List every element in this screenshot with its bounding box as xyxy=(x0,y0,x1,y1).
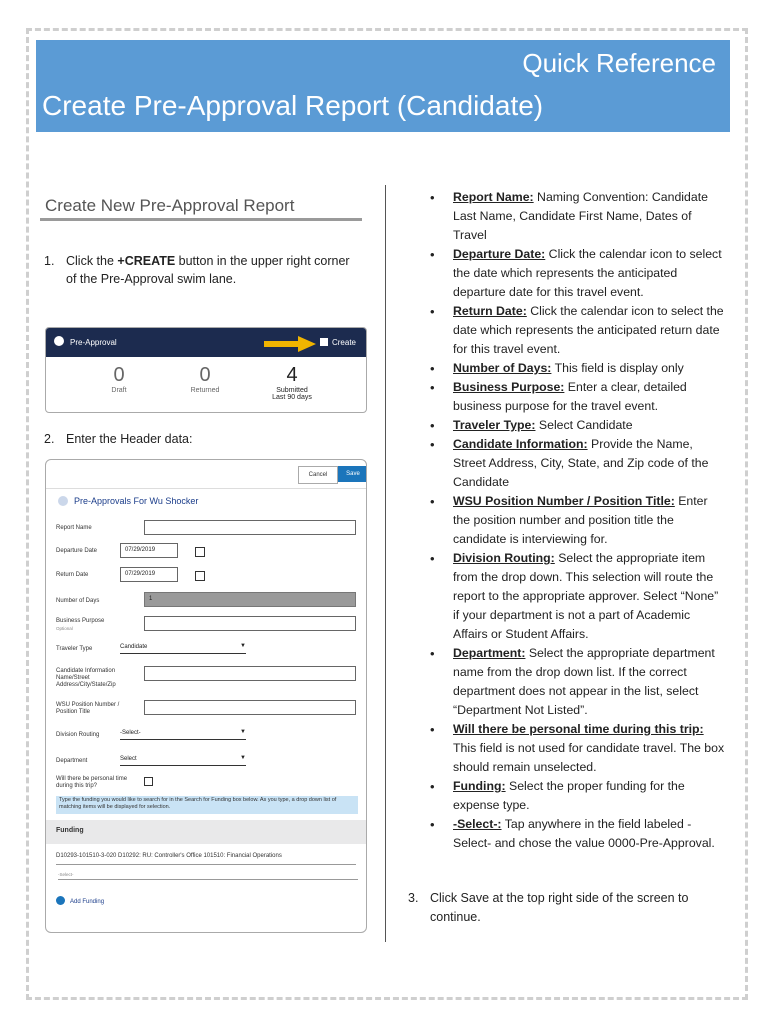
bullet-key: Business Purpose: xyxy=(453,380,565,394)
stat-draft-value: 0 xyxy=(113,364,125,386)
create-label: Create xyxy=(331,338,356,347)
division-routing-select[interactable] xyxy=(120,728,246,740)
bullet-text: This field is display only xyxy=(551,361,684,375)
check-circle-icon xyxy=(58,496,68,506)
stat-submitted[interactable] xyxy=(257,364,327,401)
bullet-text: This field is not used for candidate travel. The box should remain unselected. xyxy=(453,741,725,774)
personal-time-label xyxy=(56,776,127,790)
funding-value[interactable]: D10293-101510-3-020 D10292: RU: Controller's Office 101510: Financial Operations xyxy=(56,853,356,865)
bullet-text: Naming Convention: Candidate Last Name, Candidate First Name, Dates of Travel xyxy=(453,190,708,242)
calendar-icon[interactable] xyxy=(195,571,205,581)
column-divider xyxy=(385,185,386,942)
list-item xyxy=(426,549,726,644)
list-item xyxy=(426,492,726,549)
personal-time-line-2: during this trip? xyxy=(56,783,98,789)
bullet-key: -Select-: xyxy=(453,817,502,831)
candidate-info-line-1: Candidate Information xyxy=(56,668,116,674)
bullet-key: Number of Days: xyxy=(453,361,552,375)
page-title: Create Pre-Approval Report (Candidate) xyxy=(42,90,544,121)
stat-returned-value: 0 xyxy=(199,364,211,386)
bullet-key: Will there be personal time during this trip: xyxy=(453,722,704,736)
return-date-label: Return Date xyxy=(56,572,89,578)
caret-down-icon: ▼ xyxy=(240,643,246,649)
number-of-days-field: 1 xyxy=(144,592,356,607)
wsu-position-line-1: WSU Position Number / xyxy=(56,702,120,708)
candidate-info-line-2: Name/Street xyxy=(56,675,90,681)
bullet-key: Division Routing: xyxy=(453,551,555,565)
bullet-key: Departure Date: xyxy=(453,247,546,261)
bullet-key: Department: xyxy=(453,646,526,660)
bullet-key: Funding: xyxy=(453,779,506,793)
plus-circle-icon xyxy=(56,896,65,905)
wsu-position-input[interactable] xyxy=(144,700,356,715)
caret-down-icon: ▼ xyxy=(240,755,246,761)
bullet-text: Click the calendar icon to select the date which represents the anticipated return date for this travel event. xyxy=(453,304,724,356)
header-banner xyxy=(36,40,730,132)
create-button[interactable] xyxy=(320,338,356,347)
business-purpose-text: Business Purpose xyxy=(56,618,105,624)
cancel-button[interactable]: Cancel xyxy=(298,466,338,484)
traveler-type-select[interactable] xyxy=(120,642,246,654)
section-title: Create New Pre-Approval Report xyxy=(40,193,362,221)
business-purpose-label xyxy=(56,618,104,633)
plus-icon xyxy=(320,338,328,346)
list-item xyxy=(426,302,726,359)
list-item xyxy=(426,245,726,302)
caret-down-icon: ▼ xyxy=(240,729,246,735)
bullet-text: Select the appropriate item from the drop down. This selection will route the report to the appropriate approver. Select “None” if your department is not a part of Academic Affairs or Student Affairs. xyxy=(453,551,719,641)
pre-approval-bar xyxy=(46,328,366,357)
field-instructions-list xyxy=(426,188,726,853)
bullet-key: Return Date: xyxy=(453,304,527,318)
list-item xyxy=(426,378,726,416)
quick-reference-label: Quick Reference xyxy=(522,48,716,78)
stat-returned[interactable] xyxy=(170,364,240,394)
wsu-position-line-2: Position Title xyxy=(56,709,91,715)
bullet-text: Click the calendar icon to select the date which represents the anticipated departure date for this travel event. xyxy=(453,247,722,299)
funding-select[interactable]: -Select- xyxy=(58,872,358,880)
bullet-text: Tap anywhere in the field labeled -Select- and chose the value 0000-Pre-Approval. xyxy=(453,817,715,850)
departure-date-label: Departure Date xyxy=(56,548,98,554)
stat-submitted-label: Submitted xyxy=(276,387,308,394)
step-1-create-keyword: +CREATE xyxy=(117,254,176,268)
stat-submitted-value: 4 xyxy=(286,364,298,386)
personal-time-checkbox[interactable] xyxy=(144,777,153,786)
step-2-number: 2. xyxy=(44,432,55,446)
list-item xyxy=(426,435,726,492)
step-2-text: Enter the Header data: xyxy=(66,432,193,446)
departure-date-input[interactable]: 07/29/2019 xyxy=(120,543,178,558)
list-item xyxy=(426,359,726,378)
header-form xyxy=(45,459,367,933)
bullet-key: WSU Position Number / Position Title: xyxy=(453,494,675,508)
list-item xyxy=(426,815,726,853)
calendar-icon[interactable] xyxy=(195,547,205,557)
list-item xyxy=(426,720,726,777)
return-date-input[interactable]: 07/29/2019 xyxy=(120,567,178,582)
wsu-position-label xyxy=(56,702,119,716)
step-1-line-2: of the Pre-Approval swim lane. xyxy=(66,272,237,286)
division-routing-label: Division Routing xyxy=(56,732,100,738)
bullet-key: Candidate Information: xyxy=(453,437,588,451)
traveler-type-label: Traveler Type xyxy=(56,646,93,652)
candidate-info-label xyxy=(56,668,116,689)
bullet-text: Select the proper funding for the expense type. xyxy=(453,779,685,812)
bullet-key: Report Name: xyxy=(453,190,534,204)
list-item xyxy=(426,188,726,245)
bullet-text: Provide the Name, Street Address, City, State, and Zip code of the Candidate xyxy=(453,437,709,489)
candidate-info-input[interactable] xyxy=(144,666,356,681)
arrow-right-icon xyxy=(264,336,316,352)
candidate-info-line-3: Address/City/State/Zip xyxy=(56,682,116,688)
division-routing-value: -Select- xyxy=(120,730,141,736)
department-select[interactable] xyxy=(120,754,246,766)
pre-approval-title: Pre-Approval xyxy=(70,338,117,347)
stat-draft-label: Draft xyxy=(111,387,127,394)
business-purpose-input[interactable] xyxy=(144,616,356,631)
add-funding-button[interactable] xyxy=(56,896,104,905)
list-item xyxy=(426,777,726,815)
pre-approval-card xyxy=(45,327,367,413)
bullet-key: Traveler Type: xyxy=(453,418,536,432)
department-value: Select xyxy=(120,756,137,762)
list-item xyxy=(426,416,726,435)
step-1-text-pre: Click the xyxy=(66,254,118,268)
department-label: Department xyxy=(56,758,88,764)
check-circle-icon xyxy=(54,336,64,346)
step-3-number: 3. xyxy=(408,891,419,905)
stat-draft[interactable] xyxy=(84,364,154,394)
number-of-days-label: Number of Days xyxy=(56,598,100,604)
save-button[interactable]: Save xyxy=(338,466,367,482)
funding-header: Funding xyxy=(46,820,366,844)
report-name-label: Report Name xyxy=(56,525,92,531)
form-toolbar xyxy=(46,460,366,489)
step-1-number: 1. xyxy=(44,254,55,268)
step-1-text-post: button in the upper right corner xyxy=(175,254,350,268)
bullet-text: Select Candidate xyxy=(535,418,633,432)
stat-submitted-period: Last 90 days xyxy=(272,394,312,401)
add-funding-label: Add Funding xyxy=(70,899,105,905)
report-name-input[interactable] xyxy=(144,520,356,535)
optional-hint: Optional xyxy=(56,626,73,631)
bullet-text: Select the appropriate department name from the drop down list. If the correct department does not appear in the list, select “Department Not Listed”. xyxy=(453,646,715,717)
traveler-type-value: Candidate xyxy=(120,644,148,650)
stat-returned-label: Returned xyxy=(190,387,220,394)
step-3-text: Click Save at the top right side of the screen to continue. xyxy=(430,891,689,924)
bullet-text: Enter a clear, detailed business purpose for the travel event. xyxy=(453,380,687,413)
bullet-text: Enter the position number and position title the candidate is interviewing for. xyxy=(453,494,708,546)
list-item xyxy=(426,644,726,720)
personal-time-line-1: Will there be personal time xyxy=(56,776,128,782)
form-title xyxy=(58,496,198,506)
funding-search-note: Type the funding you would like to search for in the Search for Funding box below. As you type, a drop down list of matching items will be displayed for selection. xyxy=(56,796,358,814)
form-title-text: Pre-Approvals For Wu Shocker xyxy=(74,496,199,506)
